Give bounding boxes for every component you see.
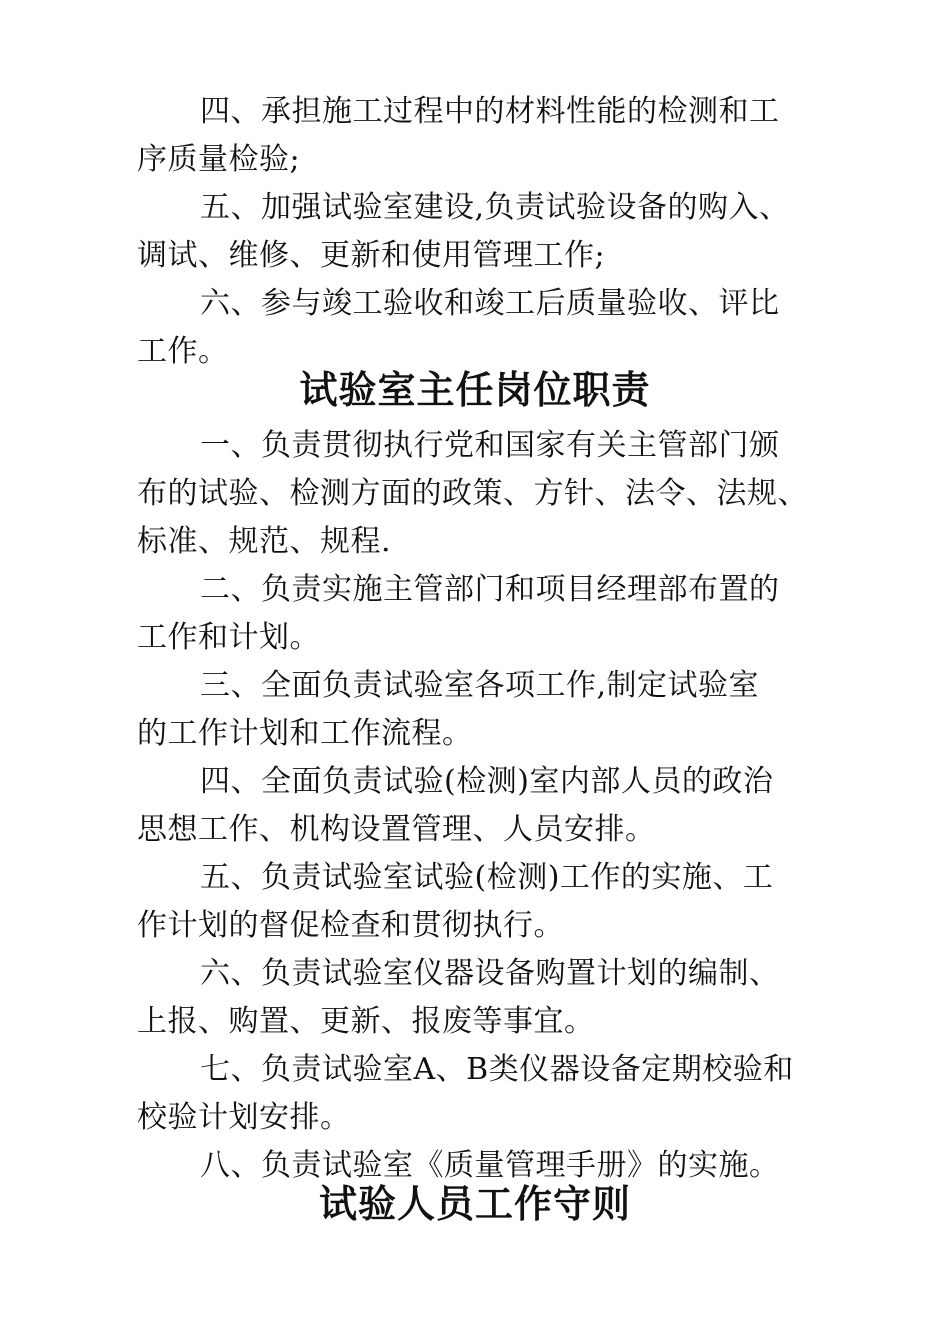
section-heading-staff-rules: 试验人员工作守则	[318, 1182, 631, 1226]
paragraph-line: 序质量检验;	[137, 142, 301, 177]
paragraph-line: 作计划的督促检查和贯彻执行。	[137, 908, 564, 943]
paragraph-line: 八、负责试验室《质量管理手册》的实施。	[200, 1148, 780, 1183]
paragraph-line: 布的试验、检测方面的政策、方针、法令、法规、	[137, 476, 808, 511]
paragraph-line: 二、负责实施主管部门和项目经理部布置的	[200, 572, 780, 607]
paragraph-line: 四、全面负责试验(检测)室内部人员的政治	[200, 764, 774, 799]
paragraph-line: 校验计划安排。	[137, 1100, 351, 1135]
paragraph-line: 一、负责贯彻执行党和国家有关主管部门颁	[200, 428, 780, 463]
paragraph-line: 七、负责试验室A、B类仪器设备定期校验和	[200, 1052, 794, 1087]
paragraph-line: 调试、维修、更新和使用管理工作;	[137, 238, 606, 273]
paragraph-line: 工作。	[137, 334, 229, 369]
paragraph-line: 六、负责试验室仪器设备购置计划的编制、	[200, 956, 780, 991]
paragraph-line: 思想工作、机构设置管理、人员安排。	[137, 812, 656, 847]
section-heading-director-duties: 试验室主任岗位职责	[299, 368, 651, 412]
paragraph-line: 六、参与竣工验收和竣工后质量验收、评比	[200, 286, 780, 321]
paragraph-line: 的工作计划和工作流程。	[137, 716, 473, 751]
paragraph-line: 上报、购置、更新、报废等事宜。	[137, 1004, 595, 1039]
paragraph-line: 五、负责试验室试验(检测)工作的实施、工	[200, 860, 774, 895]
paragraph-line: 工作和计划。	[137, 620, 320, 655]
paragraph-line: 四、承担施工过程中的材料性能的检测和工	[200, 94, 780, 129]
paragraph-line: 三、全面负责试验室各项工作,制定试验室	[200, 668, 760, 703]
paragraph-line: 标准、规范、规程.	[137, 524, 392, 559]
paragraph-line: 五、加强试验室建设,负责试验设备的购入、	[200, 190, 790, 225]
